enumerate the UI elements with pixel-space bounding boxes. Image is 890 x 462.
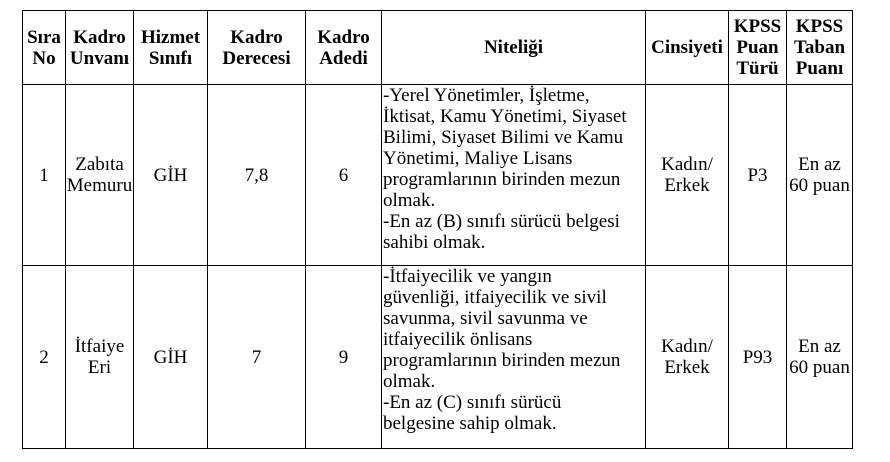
header-hizmet-sinifi: Hizmet Sınıfı [134,11,208,85]
cell-hizmet-sinifi: GİH [134,266,208,449]
header-kadro-derecesi: Kadro Derecesi [208,11,306,85]
cell-kpss-puan-turu: P3 [729,85,787,266]
header-kadro-adedi: Kadro Adedi [306,11,382,85]
cell-kpss-taban-puani: En az 60 puan [787,266,853,449]
header-kpss-puan-turu: KPSS Puan Türü [729,11,787,85]
header-row [23,11,853,85]
header-kpss-taban-puani: KPSS Taban Puanı [787,11,853,85]
cell-sira-no: 1 [23,85,66,266]
table-row [23,85,853,266]
cell-kadro-adedi: 6 [306,85,382,266]
cell-cinsiyeti: Kadın/ Erkek [646,85,729,266]
cell-sira-no: 2 [23,266,66,449]
cell-kadro-derecesi: 7 [208,266,306,449]
cell-kadro-unvani: İtfaiye Eri [66,266,134,449]
cell-kadro-unvani: Zabıta Memuru [66,85,134,266]
header-kadro-unvani: Kadro Unvanı [66,11,134,85]
cell-kadro-adedi: 9 [306,266,382,449]
table-row [23,266,853,449]
cell-kadro-derecesi: 7,8 [208,85,306,266]
header-cinsiyeti: Cinsiyeti [646,11,729,85]
header-niteligi: Niteliği [382,11,646,85]
cell-kpss-taban-puani: En az 60 puan [787,85,853,266]
cell-hizmet-sinifi: GİH [134,85,208,266]
cell-kpss-puan-turu: P93 [729,266,787,449]
cell-niteligi: -Yerel Yönetimler, İşletme, İktisat, Kamu Yönetimi, Siyaset Bilimi, Siyaset Bilimi ve Kamu Yönetimi, Maliye Lisans programlarının birinden mezun olmak. -En az (B) sınıfı sürücü belgesi sahibi olmak. [382,85,646,266]
kadro-table [22,10,853,449]
cell-niteligi: -İtfaiyecilik ve yangın güvenliği, itfaiyecilik ve sivil savunma, sivil savunma ve itfaiyecilik önlisans programlarının birinden mezun olmak. -En az (C) sınıfı sürücü belgesine sahip olmak. [382,266,646,449]
cell-cinsiyeti: Kadın/ Erkek [646,266,729,449]
header-sira-no: Sıra No [23,11,66,85]
